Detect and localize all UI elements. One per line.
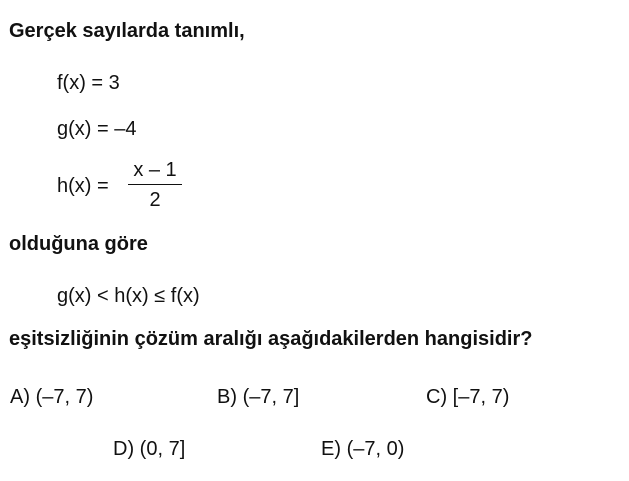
option-b[interactable] — [217, 386, 299, 409]
option-c-letter: C) — [426, 386, 448, 408]
function-h-fraction — [128, 158, 182, 212]
question-text: eşitsizliğinin çözüm aralığı aşağıdakilerden hangisidir? — [9, 328, 533, 350]
option-e[interactable] — [321, 438, 404, 461]
option-a-letter: A) — [10, 386, 30, 408]
option-b-letter: B) — [217, 386, 237, 408]
fraction-numerator: x – 1 — [133, 159, 177, 181]
option-a[interactable] — [10, 386, 93, 409]
option-d-letter: D) — [113, 438, 135, 460]
inequality: g(x) < h(x) ≤ f(x) — [57, 285, 200, 307]
fraction-bar — [128, 184, 182, 185]
option-d[interactable] — [113, 438, 185, 461]
intro-text: Gerçek sayılarda tanımlı, — [9, 20, 245, 42]
option-c-value: [–7, 7) — [452, 386, 510, 408]
option-e-value: (–7, 0) — [346, 438, 405, 460]
fraction-denominator: 2 — [149, 189, 161, 211]
option-c[interactable] — [426, 386, 509, 409]
function-h-lhs: h(x) = — [57, 175, 109, 197]
function-g: g(x) = –4 — [57, 118, 137, 140]
option-e-letter: E) — [321, 438, 341, 460]
function-f: f(x) = 3 — [57, 72, 120, 94]
option-b-value: (–7, 7] — [242, 386, 300, 408]
option-a-value: (–7, 7) — [35, 386, 94, 408]
option-d-value: (0, 7] — [139, 438, 186, 460]
condition-label: olduğuna göre — [9, 233, 148, 255]
